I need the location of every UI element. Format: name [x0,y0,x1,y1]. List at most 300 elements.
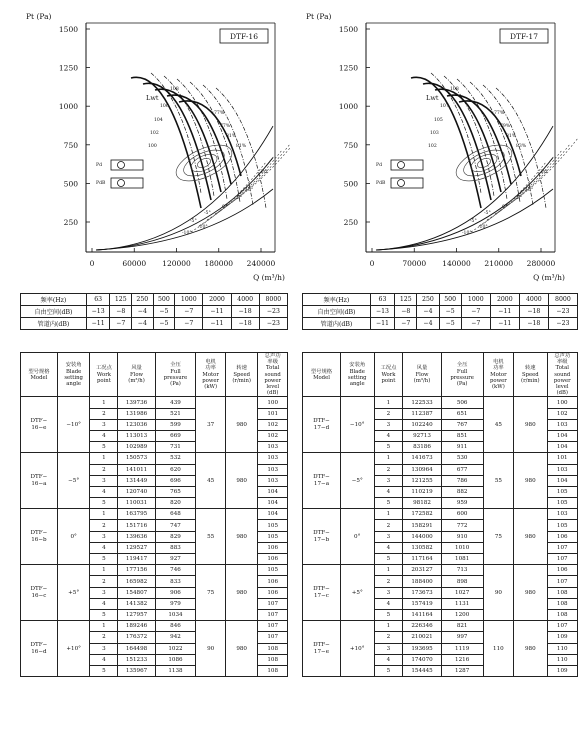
perf-cell: 2 [90,520,118,531]
perf-cell: 103 [258,464,288,475]
perf-header-cell: 全压 Full pressure (Pa) [441,353,483,397]
perf-cell: 820 [155,498,196,509]
perf-cell: 898 [441,576,483,587]
perf-cell: 1 [90,453,118,464]
curve-label: -10° [182,231,192,236]
fan-curve-diagram [20,8,290,283]
y-tick-label: 750 [63,140,78,150]
freq-cell: −7 [175,318,203,330]
fan-chart-right [300,8,580,283]
perf-cell: 122533 [403,397,441,408]
curve-label: -10° [462,231,472,236]
curve-label: Lwt [426,94,439,102]
perf-cell: 121255 [403,475,441,486]
perf-cell: 980 [225,509,258,565]
table-row [21,397,288,408]
perf-cell: 102 [258,419,288,430]
perf-cell: 157419 [403,598,441,609]
y-tick-label: 250 [343,218,358,227]
perf-cell: 927 [155,554,196,565]
freq-cell: −11 [203,306,231,318]
perf-cell: 112387 [403,408,441,419]
perf-cell: 106 [258,587,288,598]
perf-cell: 1138 [155,665,196,676]
perf-cell: 5 [90,442,118,453]
perf-cell: 5 [374,665,403,676]
perf-cell: 158291 [403,520,441,531]
curve-label: -10° [478,225,488,230]
freq-header-cell: 63 [86,294,110,306]
perf-header-cell: 型号规格 Model [303,353,341,397]
freq-cell: −8 [395,306,417,318]
perf-cell: 130582 [403,542,441,553]
freq-header-cell: 1000 [175,294,203,306]
perf-cell: 2 [374,408,403,419]
perf-cell: 5 [90,609,118,620]
x-tick-label: 60000 [122,259,147,268]
curve-label: PdB [96,181,106,186]
freq-header-cell: 8000 [548,294,577,306]
freq-cell: −5 [153,318,175,330]
perf-cell: 1200 [441,609,483,620]
curve-label: -5° [190,219,197,224]
resistance-curve [376,189,553,250]
perf-cell: +10° [340,621,374,677]
perf-cell: 620 [155,464,196,475]
perf-cell: 980 [225,565,258,621]
perf-cell: 104 [258,486,288,497]
perf-cell: 108 [258,654,288,665]
perf-cell: +5° [57,565,90,621]
perf-header-cell: 电机 功率 Motor power (kW) [483,353,513,397]
freq-cell: 自由空间(dB) [303,306,371,318]
perf-cell: DTF− 16−a [21,453,58,509]
perf-cell: 210021 [403,632,441,643]
perf-cell: 5 [374,554,403,565]
perf-cell: 767 [441,419,483,430]
perf-cell: 113013 [118,430,155,441]
curve-label: 79% [500,124,511,129]
freq-cell: 管道内(dB) [21,318,87,330]
freq-cell: −11 [203,318,231,330]
perf-cell: 5 [374,442,403,453]
perf-cell: 105 [547,486,577,497]
perf-cell: 107 [547,542,577,553]
perf-header-cell: 型号规格 Model [21,353,58,397]
perf-cell: 92713 [403,430,441,441]
curve-label: 105 [434,118,443,123]
perf-cell: 980 [514,509,547,565]
perf-cell: 833 [155,576,196,587]
perf-cell: 4 [374,654,403,665]
freq-header-cell: 250 [417,294,439,306]
freq-cell: −4 [417,318,439,330]
fan-icon [391,160,423,170]
y-tick-label: 1250 [58,63,78,73]
perf-cell: 600 [441,509,483,520]
y-axis-label: Pt (Pa) [26,12,52,21]
y-tick-label: 500 [343,179,358,189]
perf-cell: 37 [196,397,226,453]
perf-cell: 5 [90,665,118,676]
table-row [303,453,578,464]
freq-cell: −11 [490,318,519,330]
perf-cell: +5° [340,565,374,621]
perf-cell: 177156 [118,565,155,576]
perf-header-cell: 工况点 Work point [374,353,403,397]
resistance-curve [96,189,273,250]
perf-cell: 151233 [118,654,155,665]
perf-cell: 4 [90,654,118,665]
perf-cell: 90 [196,621,226,677]
perf-cell: 651 [441,408,483,419]
perf-cell: 1022 [155,643,196,654]
freq-cell: −4 [417,306,439,318]
perf-cell: 506 [441,397,483,408]
perf-cell: 117164 [403,554,441,565]
perf-cell: 1287 [441,665,483,676]
perf-header-cell: 安装角 Blade setting angle [57,353,90,397]
perf-cell: 135967 [118,665,155,676]
perf-cell: 851 [441,430,483,441]
perf-cell: 2 [90,464,118,475]
perf-header-cell: 总声功 率级 Total sound power level (dB) [258,353,288,397]
x-tick-label: 70000 [402,259,427,268]
perf-cell: DTF− 17−a [303,453,341,509]
perf-cell: 1131 [441,598,483,609]
perf-cell: 106 [258,554,288,565]
curve-label: 102 [428,144,437,149]
perf-cell: 107 [258,632,288,643]
perf-cell: 108 [547,598,577,609]
freq-cell: −18 [231,306,259,318]
freq-header-cell: 500 [439,294,461,306]
curve-label: -10° [198,225,208,230]
table-row [21,509,288,520]
freq-cell: −7 [175,306,203,318]
perf-cell: 104 [258,498,288,509]
perf-cell: 532 [155,453,196,464]
perf-cell: 4 [374,598,403,609]
perf-cell: 107 [547,576,577,587]
curve-label: 106 [160,104,169,109]
x-tick-label: 0 [369,259,375,268]
freq-header-cell: 2000 [203,294,231,306]
perf-cell: 765 [155,486,196,497]
freq-header-cell: 63 [370,294,394,306]
freq-cell: −5 [439,318,461,330]
perf-cell: 5 [374,609,403,620]
table-row [303,565,578,576]
perf-cell: 3 [90,419,118,430]
frequency-correction-table [302,293,578,330]
perf-cell: 2 [374,576,403,587]
perf-cell: 120740 [118,486,155,497]
perf-cell: 979 [155,598,196,609]
freq-cell: −13 [86,306,110,318]
curve-label: 10° [245,188,254,193]
perf-cell: 108 [547,587,577,598]
perf-cell: 189246 [118,621,155,632]
freq-cell: −11 [490,306,519,318]
perf-cell: 164498 [118,643,155,654]
freq-header-cell: 频率(Hz) [303,294,371,306]
perf-cell: 100 [547,397,577,408]
perf-cell: 139636 [118,531,155,542]
curve-label: Pd [261,170,268,175]
perf-cell: 5 [90,498,118,509]
table-row [303,509,578,520]
perf-cell: 2 [90,576,118,587]
perf-cell: 1 [374,509,403,520]
freq-cell: −7 [395,318,417,330]
perf-cell: 4 [374,542,403,553]
x-tick-label: 0 [89,259,95,268]
freq-header-cell: 频率(Hz) [21,294,87,306]
perf-cell: 1 [374,565,403,576]
freq-header-cell: 125 [110,294,132,306]
perf-header-cell: 全压 Full pressure (Pa) [155,353,196,397]
perf-cell: 104 [258,509,288,520]
perf-cell: 103 [547,419,577,430]
y-tick-label: 500 [63,179,78,189]
freq-cell: −23 [259,318,287,330]
curve-label: 77% [494,111,505,116]
perf-cell: 131986 [118,408,155,419]
perf-cell: DTF− 16−e [21,397,58,453]
table-row [21,453,288,464]
perf-cell: 154445 [403,665,441,676]
perf-cell: 141382 [118,598,155,609]
perf-cell: 5 [90,554,118,565]
perf-cell: 98182 [403,498,441,509]
freq-cell: −7 [461,318,490,330]
freq-cell: −23 [548,306,577,318]
perf-cell: 2 [374,520,403,531]
model-label: DTF-17 [510,32,538,41]
perf-cell: 439 [155,397,196,408]
perf-cell: 107 [547,554,577,565]
perf-cell: 997 [441,632,483,643]
freq-cell: −8 [110,306,132,318]
perf-cell: 110 [483,621,513,677]
model-label: DTF-16 [230,32,258,41]
perf-cell: 108 [258,665,288,676]
freq-header-cell: 125 [395,294,417,306]
perf-cell: 747 [155,520,196,531]
perf-cell: 1 [374,397,403,408]
curve-label: 81% [506,134,517,139]
perf-cell: 151716 [118,520,155,531]
perf-cell: 75 [196,565,226,621]
perf-cell: 1119 [441,643,483,654]
freq-cell: −13 [370,306,394,318]
perf-header-cell: 风量 Flow (m³/h) [118,353,155,397]
perf-cell: 203127 [403,565,441,576]
curve-label: 5° [237,196,243,201]
perf-cell: 83186 [403,442,441,453]
perf-cell: 696 [155,475,196,486]
perf-cell: 141673 [403,453,441,464]
perf-cell: 55 [483,453,513,509]
curve-label: 102 [150,131,159,136]
freq-cell: −23 [548,318,577,330]
perf-cell: 521 [155,408,196,419]
curve-label: 100 [148,144,157,149]
freq-cell: −5 [153,306,175,318]
perf-cell: 103 [258,453,288,464]
perf-cell: 3 [374,587,403,598]
perf-cell: 3 [90,531,118,542]
perf-cell: 105 [547,498,577,509]
efficiency-contour [451,138,517,189]
perf-cell: 144000 [403,531,441,542]
freq-cell: −4 [132,318,154,330]
curve-label: -5° [484,211,491,216]
performance-table [302,352,578,677]
perf-cell: 102 [547,408,577,419]
perf-cell: 3 [374,475,403,486]
perf-cell: 4 [90,430,118,441]
perf-cell: 102989 [118,442,155,453]
perf-cell: 1 [90,621,118,632]
perf-cell: 102 [258,430,288,441]
perf-cell: 110 [547,654,577,665]
perf-cell: 959 [441,498,483,509]
perf-cell: 980 [514,397,547,453]
perf-cell: 4 [90,598,118,609]
x-tick-label: 120000 [162,259,191,268]
perf-cell: 188400 [403,576,441,587]
perf-cell: 100 [258,397,288,408]
perf-cell: 102240 [403,419,441,430]
perf-cell: 105 [547,520,577,531]
y-axis-label: Pt (Pa) [306,12,332,21]
curve-label: 107 [440,104,449,109]
perf-cell: 3 [90,475,118,486]
perf-cell: 2 [374,464,403,475]
curve-label: 0° [222,205,228,210]
x-axis-label: Q (m³/h) [533,273,565,282]
perf-cell: 530 [441,453,483,464]
perf-cell: 942 [155,632,196,643]
perf-cell: 163795 [118,509,155,520]
perf-cell: 105 [258,565,288,576]
perf-cell: 176372 [118,632,155,643]
perf-cell: 1034 [155,609,196,620]
frequency-correction-table [20,293,288,330]
perf-cell: 599 [155,419,196,430]
perf-cell: 1086 [155,654,196,665]
perf-cell: 110219 [403,486,441,497]
perf-cell: 131449 [118,475,155,486]
perf-cell: 4 [374,486,403,497]
curve-label: 104 [154,118,163,123]
perf-cell: 677 [441,464,483,475]
perf-cell: 1216 [441,654,483,665]
perf-cell: 821 [441,621,483,632]
perf-cell: 4 [90,542,118,553]
perf-cell: 141164 [403,609,441,620]
perf-cell: 2 [374,632,403,643]
perf-cell: 55 [196,509,226,565]
perf-cell: 139736 [118,397,155,408]
x-tick-label: 140000 [442,259,471,268]
perf-cell: DTF− 16−b [21,509,58,565]
freq-header-cell: 2000 [490,294,519,306]
x-tick-label: 240000 [246,259,276,268]
freq-cell: −11 [86,318,110,330]
fan-icon [111,178,143,188]
curve-label: 10° [525,188,534,193]
perf-header-cell: 电机 功率 Motor power (kW) [196,353,226,397]
perf-cell: 1 [374,453,403,464]
freq-header-cell: 500 [153,294,175,306]
perf-cell: 980 [514,453,547,509]
perf-cell: +10° [57,621,90,677]
fan-curve-diagram [300,8,580,283]
x-tick-label: 180000 [204,259,234,268]
perf-cell: 105 [258,531,288,542]
perf-cell: DTF− 17−b [303,509,341,565]
freq-cell: −7 [110,318,132,330]
freq-header-cell: 4000 [231,294,259,306]
perf-header-cell: 工况点 Work point [90,353,118,397]
perf-cell: DTF− 17−d [303,397,341,453]
perf-cell: 109 [547,632,577,643]
perf-cell: 2 [90,408,118,419]
perf-cell: 713 [441,565,483,576]
perf-cell: 173673 [403,587,441,598]
perf-cell: 45 [196,453,226,509]
freq-header-cell: 250 [132,294,154,306]
y-tick-label: 1000 [338,102,358,112]
x-tick-label: 280000 [526,259,556,268]
perf-cell: −10° [57,397,90,453]
perf-cell: 0° [57,509,90,565]
curve-label: -5° [470,219,477,224]
freq-cell: −7 [461,306,490,318]
perf-cell: 141011 [118,464,155,475]
fan-chart-left [20,8,290,283]
perf-cell: 130964 [403,464,441,475]
freq-cell: −4 [132,306,154,318]
perf-cell: 154807 [118,587,155,598]
perf-cell: 103 [547,509,577,520]
freq-cell: 管道内(dB) [303,318,371,330]
perf-cell: 150573 [118,453,155,464]
curve-label: -5° [204,211,211,216]
perf-cell: 106 [547,531,577,542]
perf-cell: 731 [155,442,196,453]
freq-cell: −11 [370,318,394,330]
perf-cell: 980 [514,621,547,677]
perf-cell: 846 [155,621,196,632]
perf-cell: 5 [374,498,403,509]
freq-cell: −18 [231,318,259,330]
freq-cell: 自由空间(dB) [21,306,87,318]
perf-cell: 104 [547,442,577,453]
perf-cell: 101 [258,408,288,419]
perf-cell: 3 [374,643,403,654]
perf-cell: 1081 [441,554,483,565]
perf-cell: 829 [155,531,196,542]
y-tick-label: 1250 [338,63,358,73]
perf-cell: 911 [441,442,483,453]
perf-cell: 103 [547,464,577,475]
perf-cell: 1 [90,565,118,576]
perf-cell: 772 [441,520,483,531]
